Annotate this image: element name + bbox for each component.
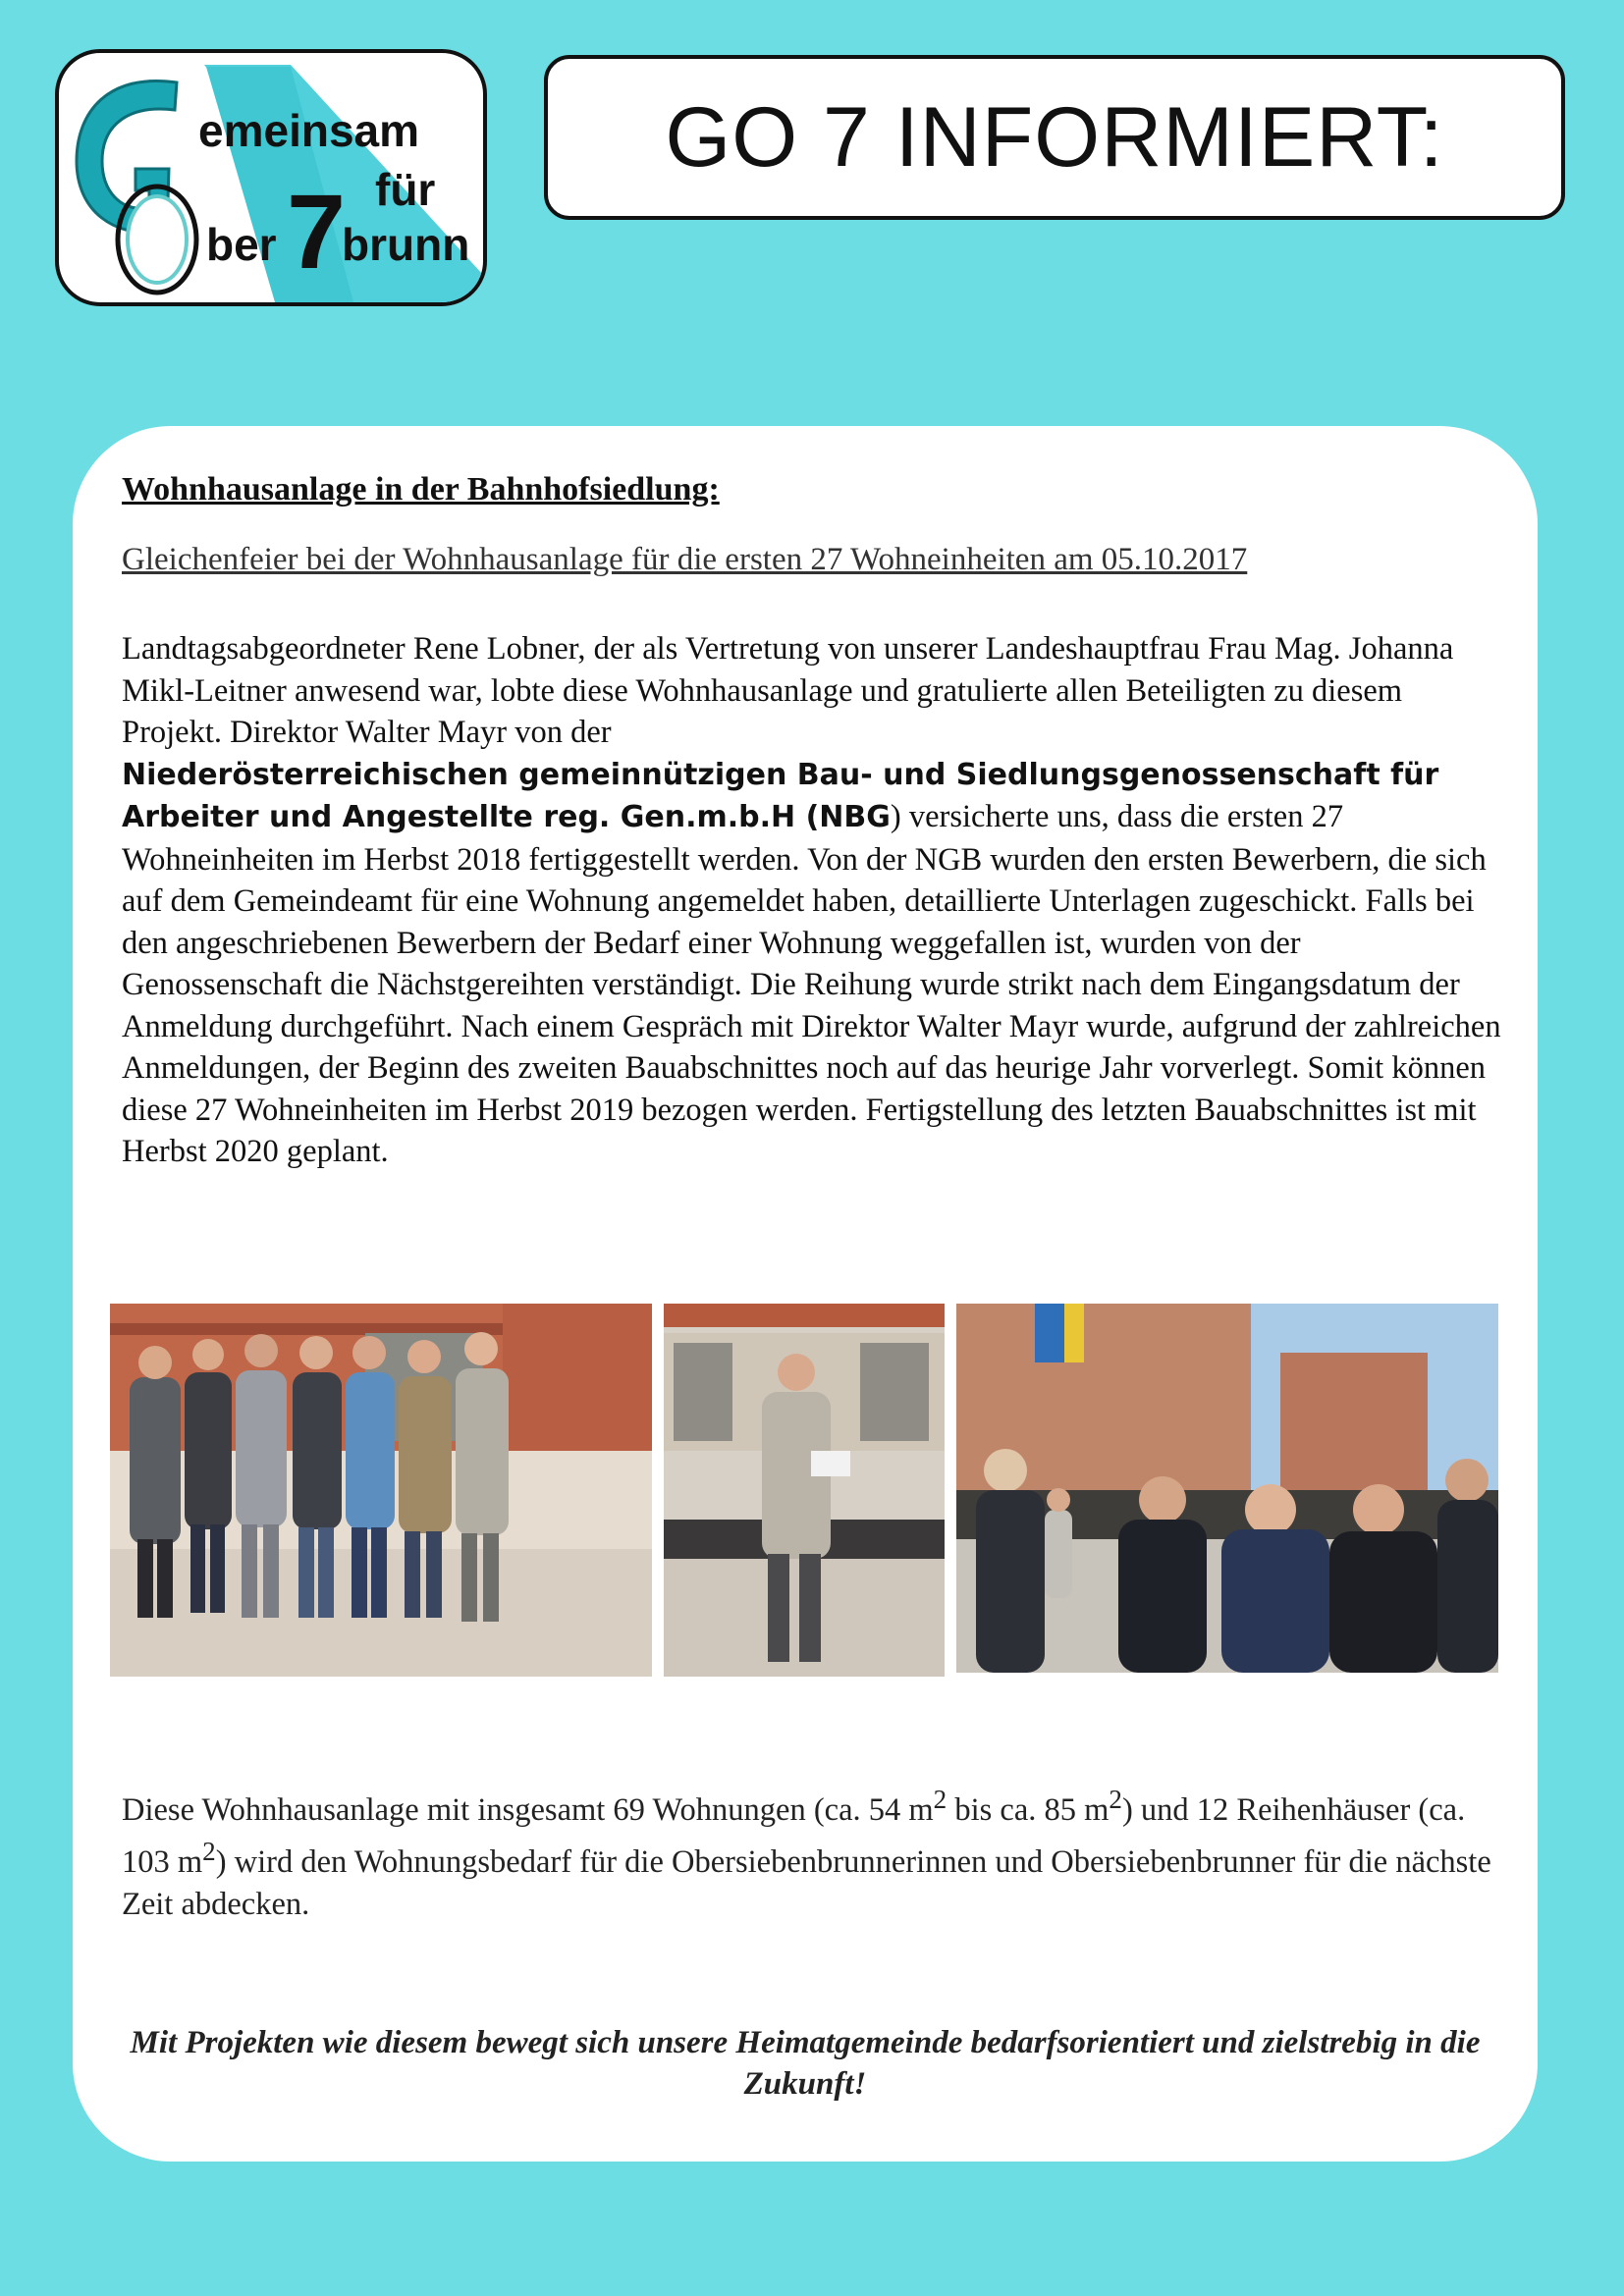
photo-audience: [956, 1304, 1498, 1673]
page-title: GO 7 INFORMIERT:: [544, 55, 1565, 220]
photo-speaker: [664, 1304, 945, 1677]
logo-number-seven: 7: [287, 172, 347, 291]
logo-text-ober: ber: [206, 219, 277, 270]
logo-text-brunn: brunn: [342, 219, 470, 270]
closing-text-d: ) wird den Wohnungsbedarf für die Obersiebenbrunnerinnen und Obersiebenbrunner für die nächste Zeit abdecken.: [122, 1844, 1491, 1922]
closing-sup-1: 2: [933, 1785, 947, 1814]
section-title: Wohnhausanlage in der Bahnhofsiedlung:: [122, 471, 720, 507]
closing-sup-2: 2: [1109, 1785, 1122, 1814]
logo-text-fuer: für: [375, 164, 436, 215]
body-text-bold: Niederösterreichischen gemeinnützigen Bau- und Siedlungsgenossenschaft für Arbeiter und Angestellte reg. Gen.m.b.H (NBG: [122, 757, 1439, 834]
go7-logo: [55, 49, 487, 306]
article-body: [122, 628, 1506, 1173]
article-subtitle: Gleichenfeier bei der Wohnhausanlage für die ersten 27 Wohneinheiten am 05.10.2017: [122, 542, 1248, 577]
body-text-part2: ) versicherte uns, dass die ersten 27 Wohneinheiten im Herbst 2018 fertiggestellt werden. Von der NGB wurden den ersten Bewerbern, die sich auf dem Gemeindeamt für eine Wohnung angemeldet haben, detaillierte Unterlagen zugeschickt. Falls bei den angeschriebenen Bewerbern der Bedarf einer Wohnung weggefallen ist, wurden von der Genossenschaft die Nächstgereihten verständigt. Die Reihung wurde strikt nach dem Eingangsdatum der Anmeldung durchgeführt. Nach einem Gespräch mit Direktor Walter Mayr wurde, aufgrund der zahlreichen Anmeldungen, der Beginn des zweiten Bauabschnittes noch auf das heurige Jahr vorverlegt. Somit können diese 27 Wohneinheiten im Herbst 2019 bezogen werden. Fertigstellung des letzten Bauabschnittes ist mit Herbst 2020 geplant.: [122, 799, 1501, 1169]
closing-text-b: bis ca. 85 m: [947, 1791, 1110, 1828]
logo-text-gemeinsam: emeinsam: [198, 105, 420, 156]
closing-sup-3: 2: [202, 1837, 216, 1867]
photo-group: [110, 1304, 652, 1677]
closing-text: [122, 1779, 1506, 1925]
closing-text-c: ) und 12 Reihenhäuser (ca. 103 m: [122, 1791, 1466, 1881]
closing-slogan: Mit Projekten wie diesem bewegt sich unsere Heimatgemeinde bedarfsorientiert und zielstrebig in die Zukunft!: [130, 2025, 1481, 2102]
body-text-part1: Landtagsabgeordneter Rene Lobner, der als Vertretung von unserer Landeshauptfrau Frau Mag. Johanna Mikl-Leitner anwesend war, lobte diese Wohnhausanlage und gratulierte allen Beteiligten zu diesem Projekt. Direktor Walter Mayr von der: [122, 631, 1454, 750]
closing-text-a: Diese Wohnhausanlage mit insgesamt 69 Wohnungen (ca. 54 m: [122, 1791, 934, 1828]
